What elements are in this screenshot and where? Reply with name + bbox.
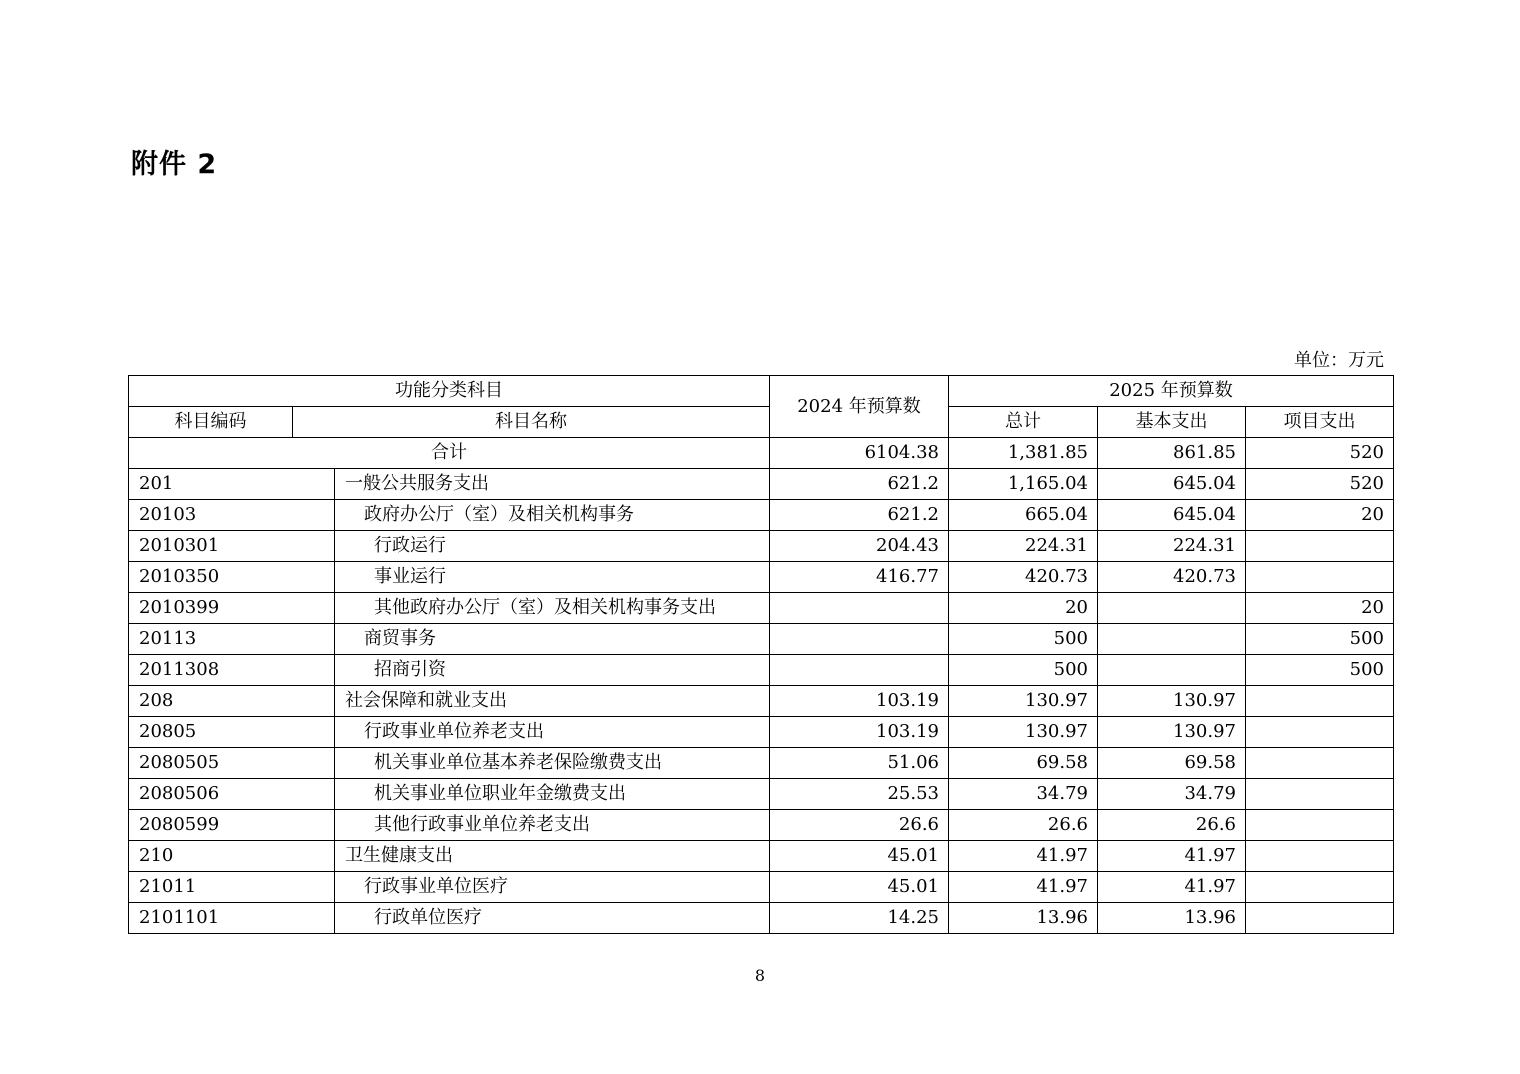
row-total: 130.97 <box>949 717 1098 748</box>
row-project <box>1246 810 1394 841</box>
row-total: 500 <box>949 624 1098 655</box>
row-basic: 224.31 <box>1098 531 1246 562</box>
row-basic <box>1098 655 1246 686</box>
row-name: 政府办公厅（室）及相关机构事务 <box>335 500 770 531</box>
row-2024 <box>770 624 949 655</box>
table-row <box>129 655 1394 686</box>
attachment-title: 附件 2 <box>131 149 218 180</box>
row-name: 一般公共服务支出 <box>335 469 770 500</box>
row-total: 1,165.04 <box>949 469 1098 500</box>
row-2024: 103.19 <box>770 717 949 748</box>
table-row <box>129 469 1394 500</box>
row-project <box>1246 903 1394 934</box>
row-2024: 416.77 <box>770 562 949 593</box>
row-name: 行政事业单位医疗 <box>335 872 770 903</box>
row-2024: 26.6 <box>770 810 949 841</box>
row-name: 其他行政事业单位养老支出 <box>335 810 770 841</box>
row-2024: 25.53 <box>770 779 949 810</box>
row-name: 卫生健康支出 <box>335 841 770 872</box>
row-code: 208 <box>129 686 335 717</box>
row-total: 130.97 <box>949 686 1098 717</box>
row-name: 行政运行 <box>335 531 770 562</box>
summary-row <box>129 438 1394 469</box>
row-2024: 621.2 <box>770 500 949 531</box>
row-total: 420.73 <box>949 562 1098 593</box>
table-row <box>129 841 1394 872</box>
row-basic: 645.04 <box>1098 500 1246 531</box>
row-2024: 204.43 <box>770 531 949 562</box>
row-basic: 41.97 <box>1098 841 1246 872</box>
row-basic: 26.6 <box>1098 810 1246 841</box>
row-basic: 13.96 <box>1098 903 1246 934</box>
row-name: 社会保障和就业支出 <box>335 686 770 717</box>
header-year-2025: 2025 年预算数 <box>949 376 1394 407</box>
row-total: 26.6 <box>949 810 1098 841</box>
row-2024: 14.25 <box>770 903 949 934</box>
row-project: 20 <box>1246 500 1394 531</box>
row-code: 20805 <box>129 717 335 748</box>
header-row-1 <box>129 376 1394 407</box>
row-code: 20113 <box>129 624 335 655</box>
row-project <box>1246 717 1394 748</box>
row-basic <box>1098 624 1246 655</box>
row-code: 20103 <box>129 500 335 531</box>
table-row <box>129 686 1394 717</box>
row-total: 41.97 <box>949 872 1098 903</box>
table-row <box>129 500 1394 531</box>
row-code: 210 <box>129 841 335 872</box>
row-total: 34.79 <box>949 779 1098 810</box>
row-basic: 41.97 <box>1098 872 1246 903</box>
row-code: 21011 <box>129 872 335 903</box>
row-basic: 645.04 <box>1098 469 1246 500</box>
row-name: 事业运行 <box>335 562 770 593</box>
row-2024: 103.19 <box>770 686 949 717</box>
row-code: 201 <box>129 469 335 500</box>
row-basic: 69.58 <box>1098 748 1246 779</box>
row-code: 2080505 <box>129 748 335 779</box>
table-row <box>129 531 1394 562</box>
header-func-category: 功能分类科目 <box>129 376 770 407</box>
row-total: 13.96 <box>949 903 1098 934</box>
row-2024: 45.01 <box>770 841 949 872</box>
row-name: 招商引资 <box>335 655 770 686</box>
row-code: 2011308 <box>129 655 335 686</box>
row-name: 商贸事务 <box>335 624 770 655</box>
row-basic <box>1098 593 1246 624</box>
row-total: 41.97 <box>949 841 1098 872</box>
row-2024: 45.01 <box>770 872 949 903</box>
summary-label: 合计 <box>129 438 770 469</box>
row-2024: 51.06 <box>770 748 949 779</box>
row-total: 500 <box>949 655 1098 686</box>
header-year-2024: 2024 年预算数 <box>770 376 949 438</box>
table-row <box>129 903 1394 934</box>
row-total: 20 <box>949 593 1098 624</box>
header-basic: 基本支出 <box>1098 407 1246 438</box>
header-name: 科目名称 <box>293 407 770 438</box>
row-basic: 130.97 <box>1098 717 1246 748</box>
row-name: 行政单位医疗 <box>335 903 770 934</box>
row-2024 <box>770 593 949 624</box>
header-row-2 <box>129 407 1394 438</box>
row-project <box>1246 562 1394 593</box>
summary-2024: 6104.38 <box>770 438 949 469</box>
row-total: 224.31 <box>949 531 1098 562</box>
page-number: 8 <box>754 966 766 985</box>
row-code: 2080599 <box>129 810 335 841</box>
row-code: 2010350 <box>129 562 335 593</box>
row-project: 20 <box>1246 593 1394 624</box>
header-code: 科目编码 <box>129 407 293 438</box>
summary-basic: 861.85 <box>1098 438 1246 469</box>
row-code: 2101101 <box>129 903 335 934</box>
table-row <box>129 872 1394 903</box>
row-code: 2010399 <box>129 593 335 624</box>
row-name: 机关事业单位基本养老保险缴费支出 <box>335 748 770 779</box>
row-project <box>1246 872 1394 903</box>
table-row <box>129 779 1394 810</box>
row-project: 500 <box>1246 655 1394 686</box>
row-total: 69.58 <box>949 748 1098 779</box>
row-name: 其他政府办公厅（室）及相关机构事务支出 <box>335 593 770 624</box>
header-total: 总计 <box>949 407 1098 438</box>
row-basic: 34.79 <box>1098 779 1246 810</box>
row-project <box>1246 748 1394 779</box>
row-project: 500 <box>1246 624 1394 655</box>
table-row <box>129 562 1394 593</box>
table-row <box>129 748 1394 779</box>
row-name: 行政事业单位养老支出 <box>335 717 770 748</box>
row-basic: 420.73 <box>1098 562 1246 593</box>
budget-table <box>128 375 1394 934</box>
row-project <box>1246 841 1394 872</box>
unit-label: 单位：万元 <box>1294 350 1384 371</box>
row-project <box>1246 779 1394 810</box>
row-project <box>1246 686 1394 717</box>
row-code: 2010301 <box>129 531 335 562</box>
row-code: 2080506 <box>129 779 335 810</box>
table-row <box>129 717 1394 748</box>
row-total: 665.04 <box>949 500 1098 531</box>
table-row <box>129 593 1394 624</box>
row-project <box>1246 531 1394 562</box>
table-row <box>129 810 1394 841</box>
summary-total: 1,381.85 <box>949 438 1098 469</box>
row-project: 520 <box>1246 469 1394 500</box>
summary-project: 520 <box>1246 438 1394 469</box>
row-basic: 130.97 <box>1098 686 1246 717</box>
header-project: 项目支出 <box>1246 407 1394 438</box>
row-2024: 621.2 <box>770 469 949 500</box>
table-row <box>129 624 1394 655</box>
row-2024 <box>770 655 949 686</box>
row-name: 机关事业单位职业年金缴费支出 <box>335 779 770 810</box>
